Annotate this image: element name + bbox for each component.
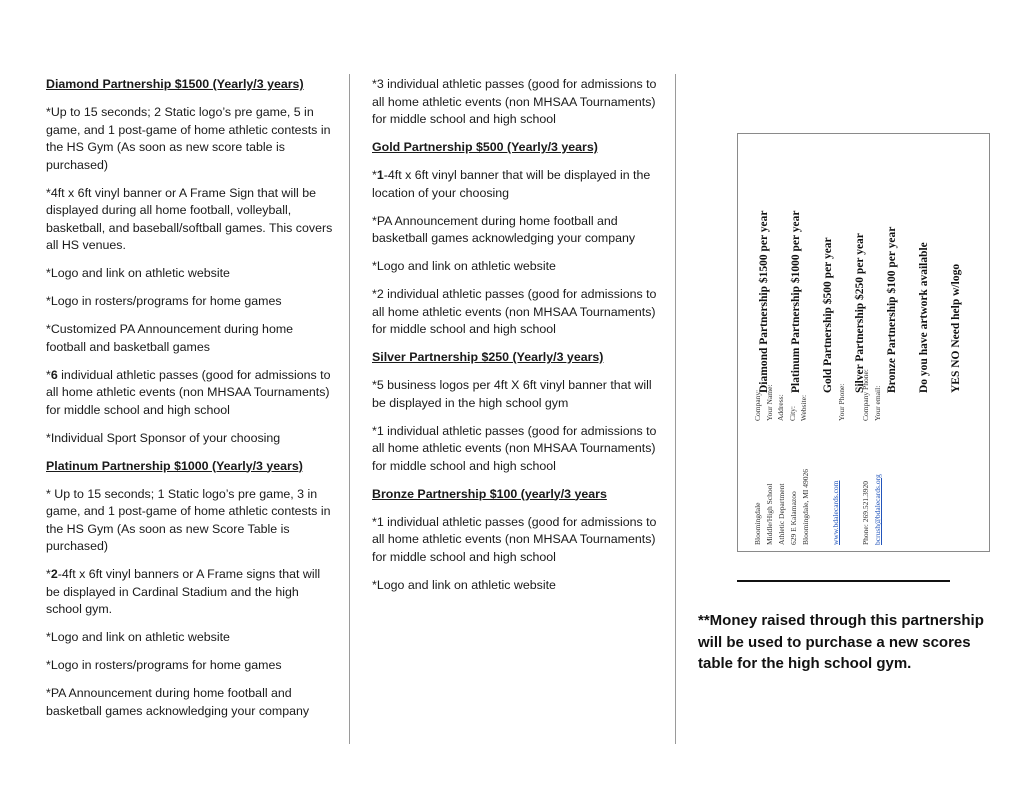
column-middle <box>372 76 658 605</box>
benefit-text: *1 individual athletic passes (good for admissions to all home athletic events (non MHSAA Tournaments) for middle school and high school <box>372 514 657 564</box>
benefit-count: 6 <box>50 367 58 382</box>
artwork-options: YES NO Need help w/logo <box>950 263 962 393</box>
benefit-text: *PA Announcement during home football and basketball games acknowledging your company <box>46 686 310 718</box>
column-left <box>46 76 334 731</box>
column-divider <box>349 74 350 744</box>
column-divider <box>675 74 676 744</box>
fundraising-note: **Money raised through this partnership will be used to purchase a new scores table for the high school gym. <box>698 612 984 672</box>
tier-option: Silver Partnership $250 per year <box>854 233 866 393</box>
benefit-text <box>372 167 658 202</box>
field-label: Company Phone: <box>861 369 870 421</box>
benefit-text: *5 business logos per 4ft X 6ft vinyl banner that will be displayed in the high school gym <box>372 378 652 410</box>
address-line: Athletic Department <box>777 483 786 545</box>
address-line: Middle/High School <box>765 483 774 545</box>
gold-heading: Gold Partnership $500 (Yearly/3 years) <box>372 140 598 154</box>
benefit-text: *Logo and link on athletic website <box>372 577 556 592</box>
field-label: Your Name: <box>764 384 774 421</box>
benefit-count: 1 <box>376 168 384 182</box>
partnership-form-image <box>737 133 990 552</box>
benefit-text: *3 individual athletic passes (good for admissions to all home athletic events (non MHSAA Tournaments) for middle school and high school <box>372 77 657 126</box>
benefit-text: *PA Announcement during home football and basketball games acknowledging your company <box>372 213 636 245</box>
field-label: Your email: <box>872 385 882 421</box>
tier-option: Diamond Partnership $1500 per year <box>758 210 770 393</box>
school-address <box>752 427 884 545</box>
benefit-count: 2 <box>50 567 58 581</box>
benefit-text: *Logo in rosters/programs for home games <box>46 294 282 308</box>
benefit-text: *4ft x 6ft vinyl banner or A Frame Sign that will be displayed during all home football, volleyball, basketball, and baseball/softball games. This covers all HS venues. <box>46 185 333 252</box>
benefit-text: *1 individual athletic passes (good for admissions to all home athletic events (non MHSAA Tournaments) for middle school and high school <box>372 423 657 473</box>
benefit-rest: -4ft x 6ft vinyl banners or A Frame signs that will be displayed in Cardinal Stadium and the high school gym. <box>46 567 321 616</box>
field-label: City: <box>787 405 797 421</box>
benefit-text: *Logo and link on athletic website <box>46 266 230 280</box>
field-label: Your Phone: <box>836 383 846 421</box>
website-link: www.bdalecards.com <box>831 480 840 545</box>
address-line: Bloomingdale <box>753 502 762 545</box>
benefit-text <box>46 566 334 619</box>
benefit-text: *Logo and link on athletic website <box>372 259 556 273</box>
email-link: bcrush@bdalecards.org <box>873 474 882 545</box>
benefit-text <box>46 367 334 420</box>
diamond-heading: Diamond Partnership $1500 (Yearly/3 years) <box>46 77 304 91</box>
benefit-prefix: * <box>46 367 51 382</box>
benefit-text: *Logo in rosters/programs for home games <box>46 658 282 672</box>
benefit-prefix: * <box>372 168 377 182</box>
benefit-text: *Up to 15 seconds; 2 Static logo’s pre game, 5 in game, and 1 post-game of home athletic contests in the HS Gym (As soon as new score table is purchased) <box>46 105 331 172</box>
benefit-rest: individual athletic passes (good for admissions to all home athletic events (non MHSAA Tournaments) for middle school and high school <box>46 367 331 417</box>
field-label: Website: <box>799 394 808 421</box>
horizontal-rule <box>737 580 950 582</box>
benefit-text: *Logo and link on athletic website <box>46 630 230 644</box>
benefit-text: *Individual Sport Sponsor of your choosing <box>46 430 281 445</box>
benefit-text: *2 individual athletic passes (good for admissions to all home athletic events (non MHSAA Tournaments) for middle school and high school <box>372 287 657 336</box>
artwork-question: Do you have artwork available <box>918 242 930 393</box>
phone-line: Phone: 269.521.3920 <box>861 481 870 545</box>
benefit-prefix: * <box>46 567 51 581</box>
benefit-rest: -4ft x 6ft vinyl banner that will be displayed in the location of your choosing <box>372 168 651 200</box>
bronze-heading: Bronze Partnership $100 (yearly/3 years <box>372 486 607 501</box>
benefit-text: * Up to 15 seconds; 1 Static logo’s pre game, 3 in game, and 1 post-game of home athletic contests in the HS Gym (As soon as new Score Table is purchased) <box>46 486 331 553</box>
silver-heading: Silver Partnership $250 (Yearly/3 years) <box>372 350 604 364</box>
benefit-text: *Customized PA Announcement during home football and basketball games <box>46 322 294 354</box>
rotated-form-content <box>738 134 991 553</box>
tier-option: Bronze Partnership $100 per year <box>886 226 898 393</box>
tier-option: Gold Partnership $500 per year <box>822 237 834 393</box>
tier-option: Platinum Partnership $1000 per year <box>790 210 802 393</box>
platinum-heading: Platinum Partnership $1000 (Yearly/3 years) <box>46 458 303 473</box>
field-label: Address: <box>776 394 785 421</box>
address-line: 629 E Kalamazoo <box>789 491 798 545</box>
field-label: Company: <box>753 389 762 421</box>
address-line: Bloomingdale, MI 49026 <box>801 468 810 545</box>
